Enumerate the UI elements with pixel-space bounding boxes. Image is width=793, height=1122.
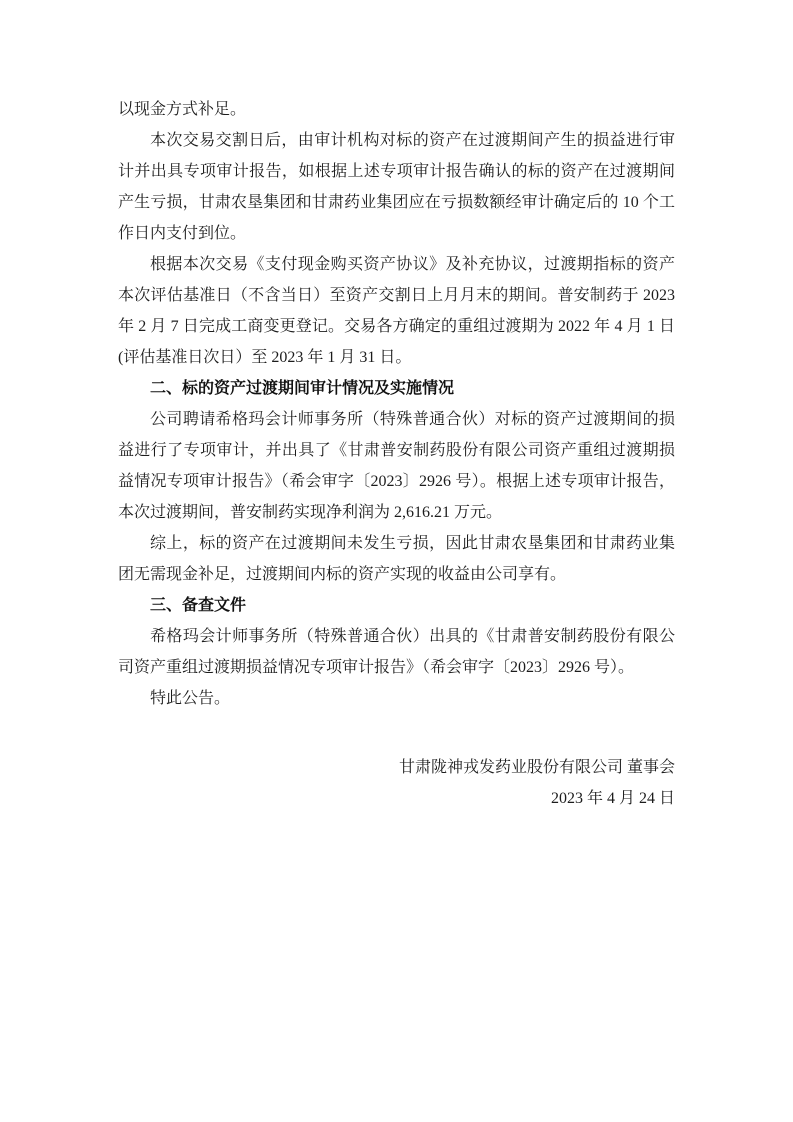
section3-paragraph-reference-document: 希格玛会计师事务所（特殊普通合伙）出具的《甘肃普安制药股份有限公司资产重组过渡期损益情况专项审计报告》（希会审字〔2023〕2926 号）。 — [118, 628, 675, 676]
section2-heading: 二、标的资产过渡期间审计情况及实施情况 — [150, 380, 455, 397]
section1-paragraph-audit-arrangement: 本次交易交割日后，由审计机构对标的资产在过渡期间产生的损益进行审计并出具专项审计报告，如根据上述专项审计报告确认的标的资产在过渡期间产生亏损，甘肃农垦集团和甘肃药业集团应在亏损数额经审计确定后的 10 个工作日内支付到位。 — [118, 132, 675, 242]
section2-paragraph-conclusion: 综上，标的资产在过渡期间未发生亏损，因此甘肃农垦集团和甘肃药业集团无需现金补足，过渡期间内标的资产实现的收益由公司享有。 — [118, 535, 675, 583]
paragraph-continuation-fragment: 以现金方式补足。 — [118, 101, 247, 118]
section3-heading: 三、备查文件 — [150, 597, 247, 614]
section1-paragraph-transition-period: 根据本次交易《支付现金购买资产协议》及补充协议，过渡期指标的资产本次评估基准日（不含当日）至资产交割日上月月末的期间。普安制药于 2023 年 2 月 7 日完成工商变更登记。交易各方确定的重组过渡期为 2022 年 4 月 1 日(评估基准日次日）至 2023 年 1 月 31 日。 — [118, 256, 675, 366]
signature-date-line: 2023 年 4 月 24 日 — [550, 790, 675, 807]
section2-paragraph-audit-report: 公司聘请希格玛会计师事务所（特殊普通合伙）对标的资产过渡期间的损益进行了专项审计，并出具了《甘肃普安制药股份有限公司资产重组过渡期损益情况专项审计报告》（希会审字〔2023〕2926 号）。根据上述专项审计报告，本次过渡期间，普安制药实现净利润为 2,616.21 万元。 — [118, 411, 675, 521]
signature-block — [118, 752, 675, 814]
closing-statement: 特此公告。 — [150, 690, 231, 707]
signature-company-line: 甘肃陇神戎发药业股份有限公司 董事会 — [398, 759, 675, 776]
